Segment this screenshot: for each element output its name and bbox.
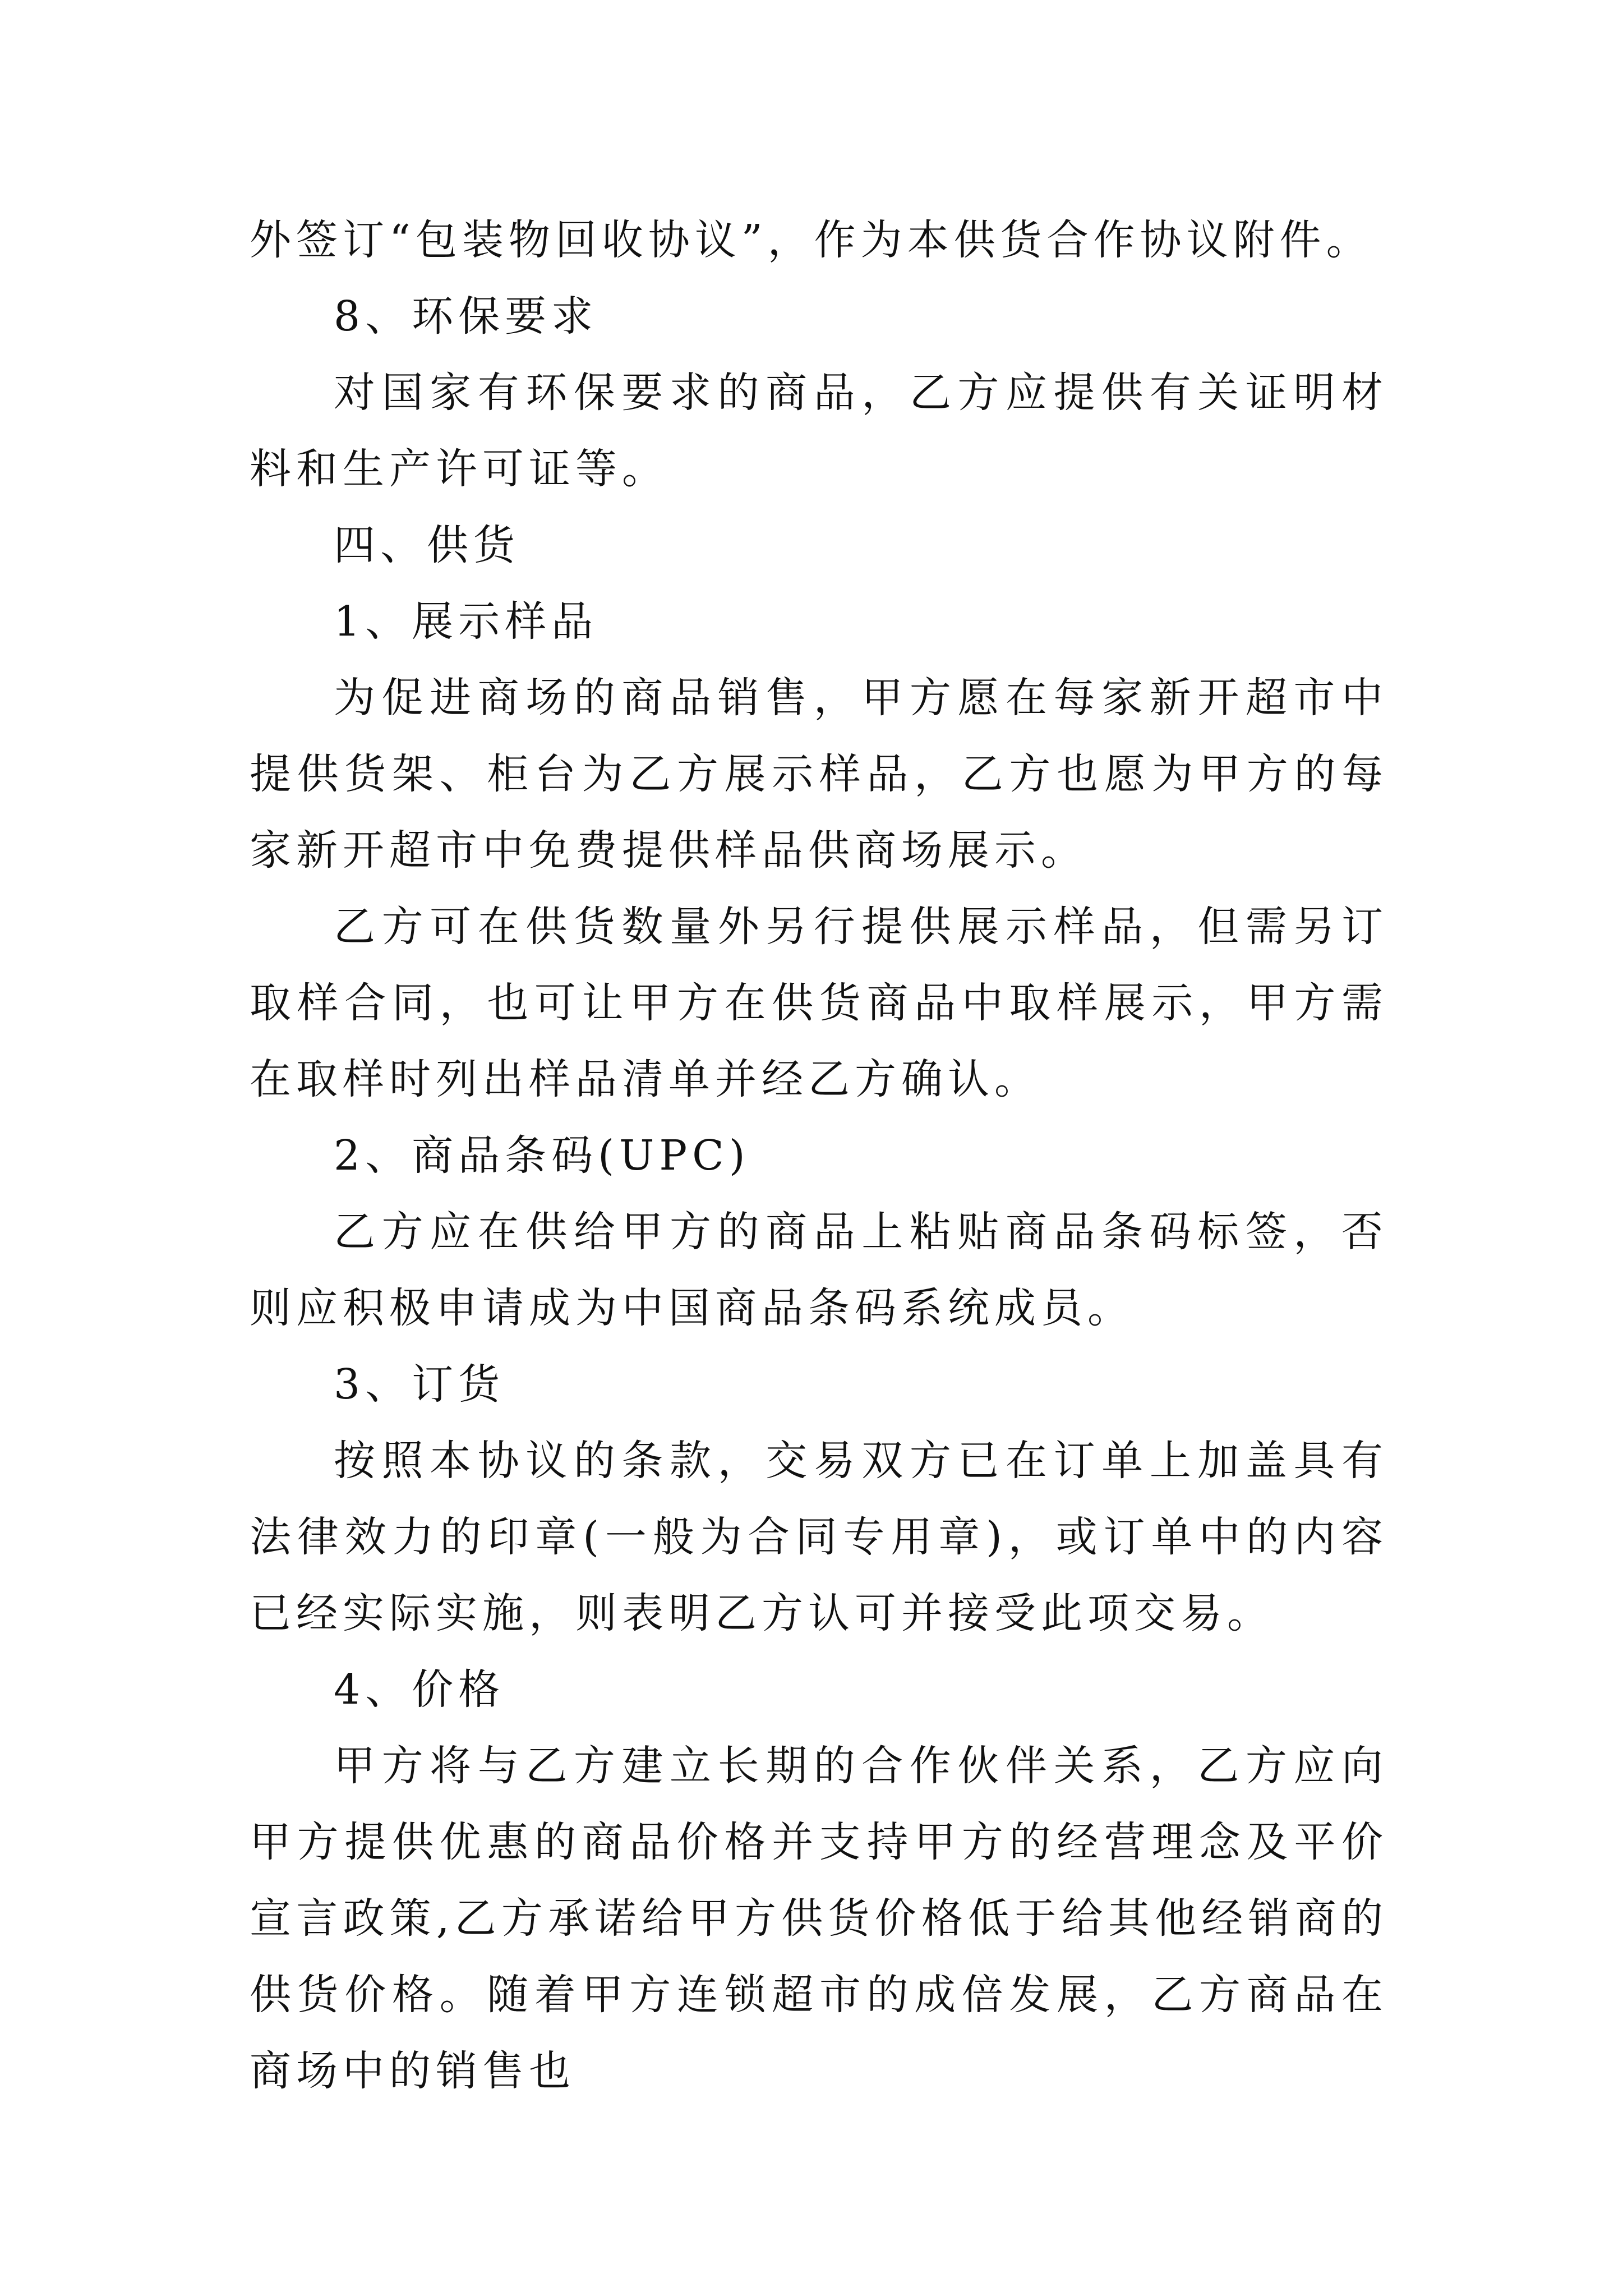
paragraph-barcode: 乙方应在供给甲方的商品上粘贴商品条码标签，否则应积极申请成为中国商品条码系统成员。 — [250, 1208, 1388, 1332]
paragraph-samples-1: 为促进商场的商品销售，甲方愿在每家新开超市中提供货架、柜台为乙方展示样品，乙方也愿为甲方的每家新开超市中免费提供样品供商场展示。 — [250, 674, 1388, 875]
paragraph-price: 甲方将与乙方建立长期的合作伙伴关系，乙方应向甲方提供优惠的商品价格并支持甲方的经营理念及平价宣言政策,乙方承诺给甲方供货价格低于给其他经销商的供货价格。随着甲方连锁超市的成倍发展，乙方商品在商场中的销售也 — [250, 1742, 1388, 2095]
subsection-heading-barcode: 2、商品条码(UPC) — [334, 1131, 750, 1180]
section-heading-environment: 8、环保要求 — [334, 292, 598, 341]
section-heading-supply: 四、供货 — [334, 521, 520, 569]
subsection-heading-price: 4、价格 — [334, 1665, 505, 1714]
subsection-heading-ordering: 3、订货 — [334, 1360, 505, 1409]
document-body — [250, 202, 1388, 2109]
paragraph-samples-2: 乙方可在供货数量外另行提供展示样品，但需另订取样合同，也可让甲方在供货商品中取样展示，甲方需在取样时列出样品清单并经乙方确认。 — [250, 903, 1388, 1103]
subsection-heading-samples: 1、展示样品 — [334, 597, 598, 646]
paragraph-ordering: 按照本协议的条款，交易双方已在订单上加盖具有法律效力的印章(一般为合同专用章)，或订单中的内容已经实际实施，则表明乙方认可并接受此项交易。 — [250, 1437, 1388, 1637]
paragraph-environment: 对国家有环保要求的商品，乙方应提供有关证明材料和生产许可证等。 — [250, 369, 1388, 493]
paragraph-1: 外签订“包装物回收协议”，作为本供货合作协议附件。 — [250, 216, 1373, 264]
